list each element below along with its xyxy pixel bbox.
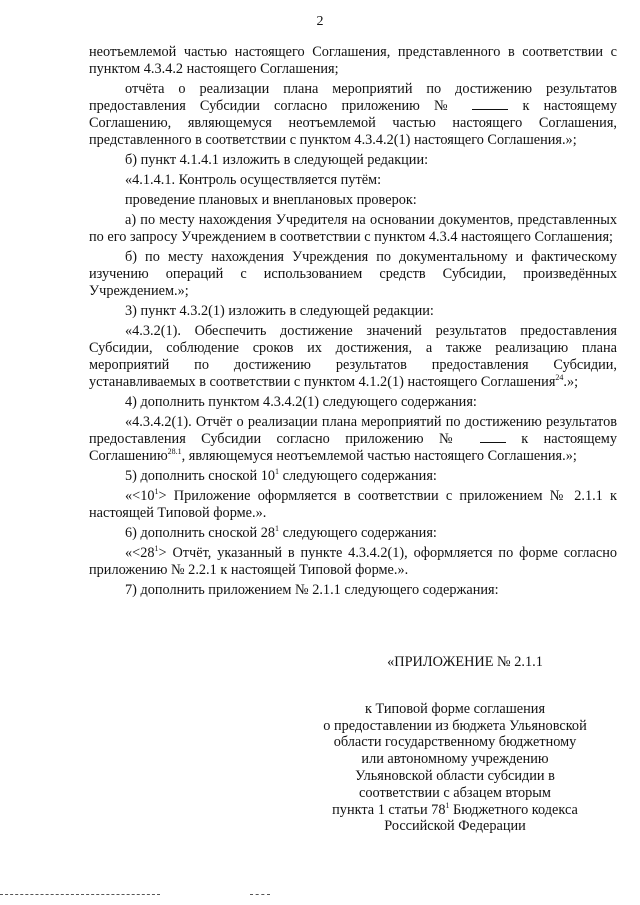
paragraph-text: следующего содержания:	[279, 467, 437, 484]
superscript: 1	[275, 524, 280, 533]
paragraph-text: «4.1.4.1. Контроль осуществляется путём:	[125, 171, 382, 188]
document-body	[89, 44, 617, 602]
paragraph-text: неотъемлемой частью настоящего Соглашения, представленного в соответствии с пунктом 4.3.4.2 настоящего Соглашения;	[89, 44, 617, 77]
paragraph	[89, 323, 617, 391]
paragraph	[89, 212, 617, 246]
paragraph-text: б) пункт 4.1.4.1 изложить в следующей редакции:	[125, 151, 429, 168]
paragraph-text: отчёта о реализации плана мероприятий по достижению результатов предоставления Субсидии согласно приложению №	[89, 81, 617, 114]
appendix-title: «ПРИЛОЖЕНИЕ № 2.1.1	[387, 654, 543, 670]
paragraph-text: , являющемуся неотъемлемой частью настоящего Соглашения.»;	[181, 447, 577, 464]
paragraph-text: к настоящему Соглашению, являющемуся неотъемлемой частью настоящего Соглашения, представленного в соответствии с пунктом 4.3.4.2(1) настоящего Соглашения.»;	[89, 97, 618, 148]
page-number: 2	[316, 14, 324, 29]
paragraph	[89, 582, 617, 599]
paragraph-text: 6) дополнить сноской 28	[125, 525, 276, 541]
paragraph	[89, 394, 617, 411]
footer-rule	[0, 894, 160, 895]
paragraph	[89, 488, 617, 522]
paragraph-text: .»;	[563, 373, 579, 390]
superscript: 1	[154, 487, 159, 496]
paragraph-text: > Приложение оформляется в соответствии с приложением № 2.1.1 к настоящей Типовой форме.».	[89, 488, 617, 521]
paragraph-text: «4.3.2(1). Обеспечить достижение значений результатов предоставления Субсидии, соблюдение сроков их достижения, а также реализацию плана мероприятий по достижению результатов предоставления Субсидии, устанавливаемых в соответствии с пунктом 4.1.2(1) настоящего Соглашения	[89, 323, 617, 390]
superscript: 1	[445, 800, 450, 810]
appendix-line	[300, 802, 610, 819]
paragraph-text: «<28	[125, 545, 155, 562]
appendix-line: Российской Федерации	[384, 818, 526, 835]
appendix-subtitle	[300, 701, 610, 835]
superscript: 24	[555, 372, 564, 382]
paragraph-text: «4.3.4.2(1). Отчёт о реализации плана мероприятий по достижению результатов предоставления Субсидии согласно приложению №	[89, 414, 617, 447]
paragraph-text: следующего содержания:	[279, 525, 437, 541]
blank-field	[472, 98, 508, 110]
appendix-line: или автономному учреждению	[361, 751, 549, 768]
paragraph	[89, 44, 617, 78]
paragraph-text: а) по месту нахождения Учредителя на основании документов, представленных по его запросу Учреждением в соответствии с пунктом 4.3.4 настоящего Соглашения;	[89, 212, 617, 245]
appendix-line: о предоставлении из бюджета Ульяновской	[323, 717, 587, 734]
paragraph-text: б) по месту нахождения Учреждения по документальному и фактическому изучению операций с использованием средств Субсидии, произведённых Учреждением.»;	[89, 249, 617, 299]
paragraph-text: проведение плановых и внеплановых проверок:	[125, 192, 417, 208]
appendix-header	[300, 654, 610, 835]
paragraph	[89, 303, 617, 320]
paragraph-text: к настоящему Соглашению	[89, 430, 618, 464]
paragraph	[89, 414, 617, 465]
paragraph-text: 3) пункт 4.3.2(1) изложить в следующей редакции:	[125, 303, 434, 319]
appendix-line-part: пункта 1 статьи 78	[332, 801, 446, 818]
paragraph-text: 7) дополнить приложением № 2.1.1 следующего содержания:	[125, 582, 499, 599]
superscript: 28.1	[167, 446, 182, 456]
paragraph	[89, 152, 617, 169]
paragraph-text: > Отчёт, указанный в пункте 4.3.4.2(1), оформляется по форме согласно приложению № 2.2.1 к настоящей Типовой форме.».	[89, 545, 617, 578]
paragraph	[89, 468, 617, 485]
appendix-line: к Типовой форме соглашения	[364, 700, 546, 717]
footer-rule	[250, 894, 270, 895]
paragraph	[89, 81, 617, 149]
appendix-line: соответствии с абзацем вторым	[359, 784, 551, 801]
blank-field	[480, 431, 506, 443]
superscript: 1	[154, 544, 159, 554]
paragraph-text: «<10	[125, 488, 155, 504]
paragraph	[89, 249, 617, 300]
appendix-line-part: Бюджетного кодекса	[453, 801, 578, 818]
paragraph-text: 5) дополнить сноской 10	[125, 467, 276, 484]
paragraph	[89, 545, 617, 579]
paragraph	[89, 192, 617, 209]
paragraph-text: 4) дополнить пунктом 4.3.4.2(1) следующего содержания:	[125, 393, 477, 410]
superscript: 1	[275, 466, 280, 476]
paragraph	[89, 525, 617, 542]
appendix-line: области государственному бюджетному	[333, 734, 577, 751]
appendix-line: Ульяновской области субсидии в	[355, 767, 555, 784]
paragraph	[89, 172, 617, 189]
